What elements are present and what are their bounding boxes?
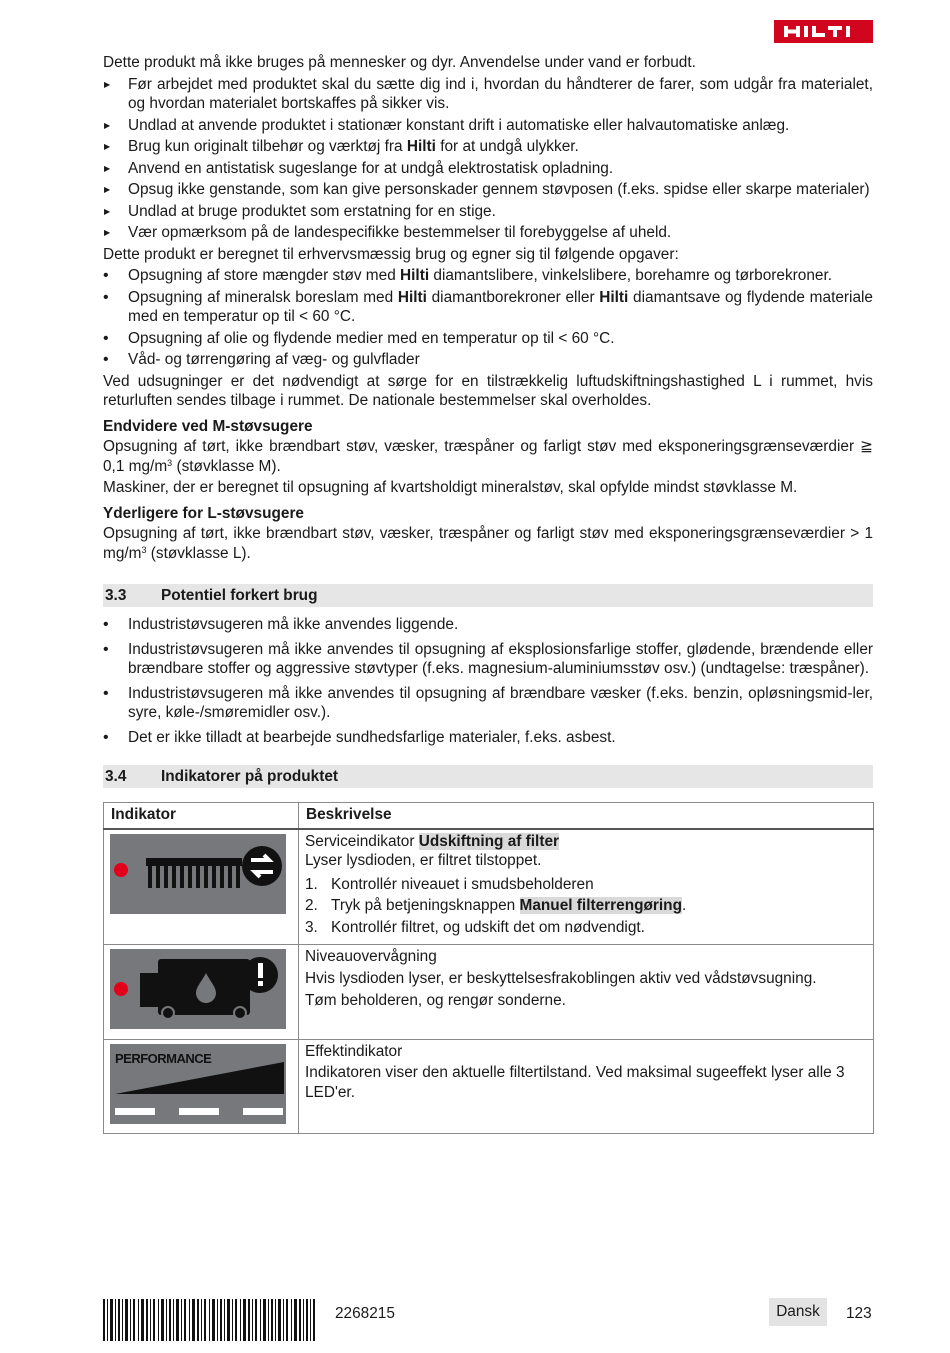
row-text: Tøm beholderen, og rengør sonderne. [305, 992, 566, 1009]
section-title: Potentiel forkert brug [161, 586, 318, 604]
step-number: 1. [305, 875, 318, 893]
barcode-icon [103, 1299, 315, 1341]
description-cell [299, 829, 874, 945]
row-text: Indikatoren viser den aktuelle filtertilstand. Ved maksimal sugeeffekt lyser alle 3 LED'er. [305, 1064, 845, 1101]
use-text: diamantborekroner eller [426, 288, 600, 306]
warning-item [103, 159, 873, 179]
warning-text: Opsug ikke genstande, som kan give personskader gennem støvposen (f.eks. spidse eller skarpe materialer) [128, 181, 870, 198]
indicator-cell [104, 1039, 299, 1134]
column-header-description: Beskrivelse [299, 803, 874, 829]
misuse-item: • Industristøvsugeren må ikke anvendes liggende. [103, 615, 873, 635]
misuse-list [103, 615, 873, 747]
airflow-note: Ved udsugninger er det nødvendigt at sørge for en tilstrækkelig luftudskiftningshastighed L i rummet, hvis returluften sendes tilbage i rummet. De nationale bestemmelser skal overholdes. [103, 372, 873, 409]
misuse-item: • Industristøvsugeren må ikke anvendes til opsugning af eksplosionsfarlige stoffer, glødende, brændende eller brændbare stoffer og aggressive støvtyper (f.eks. magnesium-aluminiumsstøv osv.) (undtagelse: træspåner). [103, 640, 873, 679]
section-heading-3-3 [103, 584, 873, 607]
step-item [305, 896, 867, 916]
l-class-heading: Yderligere for L-støvsugere [103, 504, 304, 522]
l-class-text-main: Opsugning af tørt, ikke brændbart støv, væsker, træspåner og farligt støv med eksponeringsgrænseværdier > 1 mg/m [103, 525, 873, 562]
use-text: Opsugning af mineralsk boreslam med [128, 288, 398, 306]
page-footer [103, 1296, 873, 1346]
step-text: Kontrollér niveauet i smudsbeholderen [331, 875, 594, 893]
purpose-intro: Dette produkt er beregnet til erhvervsmæssig brug og egner sig til følgende opgaver: [103, 245, 679, 263]
filter-service-indicator-icon [110, 834, 286, 914]
warning-item [103, 116, 873, 136]
warning-item [103, 202, 873, 222]
brand-name: Hilti [397, 288, 427, 306]
superscript: 3 [141, 544, 147, 555]
description-cell [299, 945, 874, 1040]
performance-label: PERFORMANCE [115, 1050, 212, 1066]
performance-indicator-icon [110, 1044, 286, 1124]
highlighted-term: Manuel filterrengøring [519, 897, 682, 914]
row-text: Hvis lysdioden lyser, er beskyttelsesfrakoblingen aktiv ved vådstøvsugning. [305, 969, 817, 987]
warning-text: for at undgå ulykker. [435, 138, 579, 155]
row-text: Lyser lysdioden, er filtret tilstoppet. [305, 852, 542, 869]
step-text: . [681, 897, 687, 914]
section-heading-3-4 [103, 765, 873, 788]
table-row [104, 829, 874, 945]
warning-text: Anvend en antistatisk sugeslange for at undgå elektrostatisk opladning. [128, 159, 614, 177]
warning-text: Vær opmærksom på de landespecifikke bestemmelser til forebyggelse af uheld. [128, 224, 672, 241]
brand-name: Hilti [599, 288, 629, 306]
row-title: Effektindikator [305, 1042, 403, 1060]
l-class-text-end: (støvklasse L). [146, 544, 251, 562]
section-number: 3.4 [105, 767, 127, 785]
superscript: 3 [167, 457, 173, 468]
warning-text: Før arbejdet med produktet skal du sætte dig ind i, hvordan du håndterer de farer, som udgår fra materialet, og hvordan materialet bortskaffes på sikker vis. [128, 75, 873, 112]
indicator-cell [104, 945, 299, 1040]
warning-item [103, 180, 873, 200]
safety-warnings-list [103, 75, 873, 243]
row-title: Niveauovervågning [305, 948, 437, 965]
hilti-logo [774, 20, 873, 43]
uses-list [103, 266, 873, 370]
step-number: 2. [305, 897, 318, 914]
indicator-cell [104, 829, 299, 945]
indicator-table [103, 802, 874, 1134]
language-label: Dansk [769, 1298, 827, 1326]
warning-text: Undlad at anvende produktet i stationær konstant drift i automatiske eller halvautomatiske anlæg. [128, 116, 790, 134]
description-cell [299, 1039, 874, 1134]
misuse-item: • Industristøvsugeren må ikke anvendes til opsugning af brændbare væsker (f.eks. benzin, opløsningsmid-ler, syre, køle-/smøremidler osv.). [103, 684, 873, 723]
l-class-text [103, 524, 873, 563]
use-text: Våd- og tørrengøring af væg- og gulvflader [128, 351, 420, 368]
step-item [305, 875, 867, 895]
highlighted-term: Udskiftning af filter [418, 832, 560, 850]
use-text: diamantslibere, vinkelslibere, borehamre og tørborekroner. [429, 267, 833, 284]
brand-name: Hilti [400, 267, 430, 284]
misuse-item: • Det er ikke tilladt at bearbejde sundhedsfarlige materialer, f.eks. asbest. [103, 728, 873, 748]
intro-text: Dette produkt må ikke bruges på mennesker og dyr. Anvendelse under vand er forbudt. [103, 54, 696, 71]
step-item [305, 918, 867, 938]
m-class-text-end: (støvklasse M). [172, 457, 281, 475]
use-item [103, 266, 873, 286]
column-header-indicator: Indikator [104, 803, 299, 829]
use-text: diamantsave og flydende materiale med en temperatur op til < 60 °C. [128, 288, 873, 325]
use-text: Opsugning af store mængder støv med [128, 267, 401, 284]
table-header-row [104, 803, 874, 829]
table-row [104, 1039, 874, 1134]
page-content [103, 53, 873, 1134]
level-monitoring-icon [110, 949, 286, 1029]
page-number: 123 [846, 1305, 872, 1322]
use-item [103, 288, 873, 327]
step-text: Tryk på betjeningsknappen [331, 897, 520, 914]
m-class-text-main: Opsugning af tørt, ikke brændbart støv, væsker, træspåner og farligt støv med eksponeringsgrænseværdier ≧ 0,1 mg/m [103, 438, 873, 475]
m-class-text [103, 437, 873, 476]
brand-name: Hilti [406, 138, 436, 155]
table-row [104, 945, 874, 1040]
step-text: Kontrollér filtret, og udskift det om nødvendigt. [331, 918, 645, 936]
row-title [305, 832, 867, 852]
warning-item [103, 223, 873, 243]
warning-text: Undlad at bruge produktet som erstatning for en stige. [128, 202, 496, 220]
section-number: 3.3 [105, 586, 127, 604]
m-class-note: Maskiner, der er beregnet til opsugning af kvartsholdigt mineralstøv, skal opfylde mindst støvklasse M. [103, 479, 798, 496]
section-title: Indikatorer på produktet [161, 767, 339, 785]
steps-list [305, 875, 867, 938]
warning-item [103, 75, 873, 114]
document-number: 2268215 [335, 1305, 395, 1322]
use-item [103, 329, 873, 349]
warning-text: Brug kun originalt tilbehør og værktøj fra [128, 138, 407, 155]
use-item [103, 350, 873, 370]
warning-item [103, 137, 873, 157]
step-number: 3. [305, 918, 318, 936]
use-text: Opsugning af olie og flydende medier med en temperatur op til < 60 °C. [128, 329, 615, 347]
row-title-text: Serviceindikator [305, 832, 419, 850]
m-class-heading: Endvidere ved M-støvsugere [103, 417, 313, 435]
